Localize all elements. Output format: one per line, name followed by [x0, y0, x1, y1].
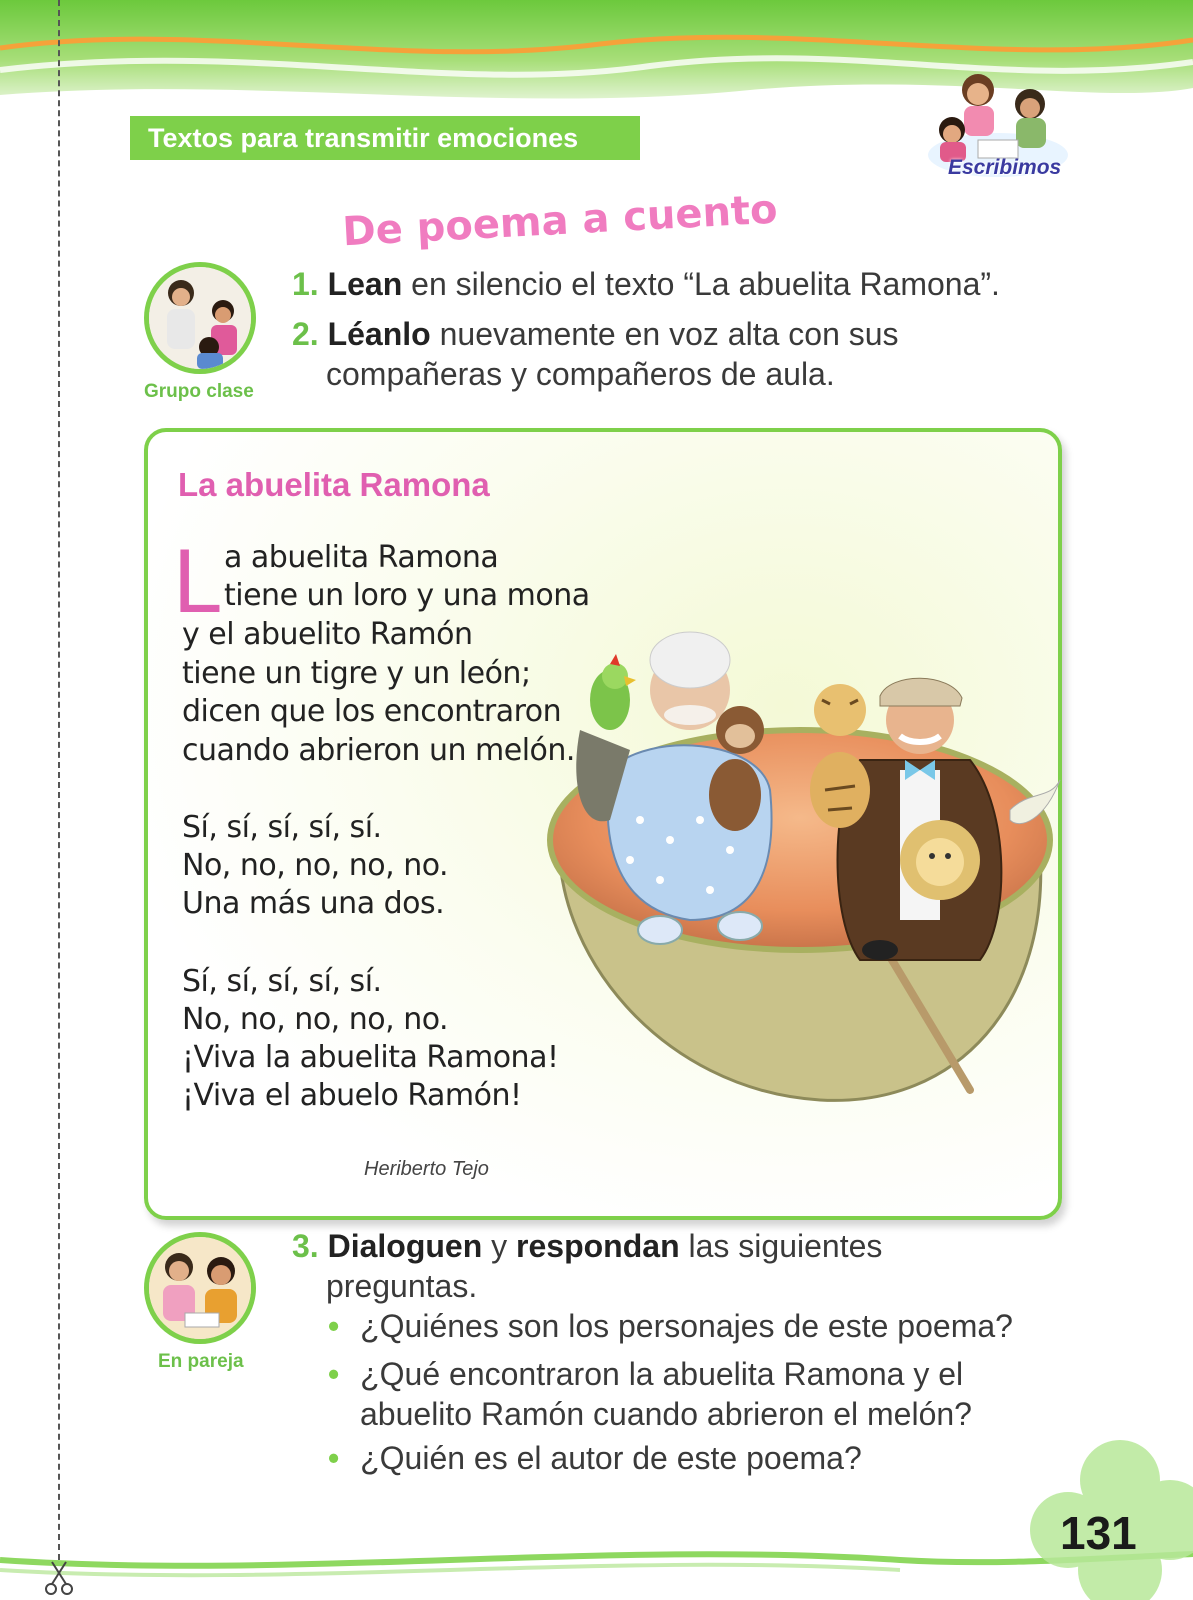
- poem-line: Sí, sí, sí, sí, sí.: [182, 964, 382, 999]
- step-verb: respondan: [516, 1228, 680, 1264]
- bullet: •: [328, 1440, 340, 1476]
- step-text: las siguientes: [679, 1228, 883, 1264]
- step-verb: Dialoguen: [327, 1228, 483, 1264]
- step-verb: Lean: [327, 266, 403, 302]
- poem-line: Una más una dos.: [182, 886, 445, 921]
- bullet: •: [328, 1308, 340, 1344]
- step-connector: y: [482, 1228, 517, 1264]
- badge-escribimos: Escribimos: [948, 156, 1062, 179]
- question-text: ¿Qué encontraron la abuelita Ramona y el: [360, 1356, 964, 1392]
- grandparents-on-melon-illustration: [540, 620, 1080, 1120]
- poem-line: tiene un loro y una mona: [224, 578, 590, 613]
- poem-line: No, no, no, no, no.: [182, 848, 449, 883]
- question-text: ¿Quién es el autor de este poema?: [360, 1440, 862, 1476]
- poem-line: y el abuelito Ramón: [182, 617, 473, 652]
- poem-dropcap: L: [172, 533, 220, 633]
- instruction-1: [292, 264, 1000, 304]
- step-number: 3.: [292, 1228, 319, 1264]
- instruction-2: [292, 314, 899, 354]
- cut-dashed-line: [58, 0, 60, 1560]
- step-number: 1.: [292, 266, 319, 302]
- poem-title: La abuelita Ramona: [178, 466, 490, 503]
- poem-line: No, no, no, no, no.: [182, 1002, 449, 1037]
- step-text: en silencio el texto “La abuelita Ramona”.: [402, 266, 1000, 302]
- poem-line: tiene un tigre y un león;: [182, 656, 531, 691]
- group-class-label: Grupo clase: [144, 381, 254, 402]
- step-number: 2.: [292, 316, 319, 352]
- question-item-continued: abuelito Ramón cuando abrieron el melón?: [360, 1396, 972, 1432]
- question-text: ¿Quiénes son los personajes de este poema?: [360, 1308, 1013, 1344]
- poem-line: ¡Viva la abuelita Ramona!: [182, 1040, 559, 1075]
- instruction-3: [292, 1226, 882, 1266]
- instruction-3-continued: preguntas.: [326, 1268, 478, 1304]
- bullet: •: [328, 1356, 340, 1392]
- step-verb: Léanlo: [327, 316, 431, 352]
- page-number: 131: [1060, 1507, 1137, 1559]
- poem-line: ¡Viva el abuelo Ramón!: [182, 1078, 522, 1113]
- question-item: [328, 1438, 862, 1478]
- pair-work-icon: [144, 1232, 256, 1344]
- page-title: [330, 186, 790, 256]
- poem-line: Sí, sí, sí, sí, sí.: [182, 810, 382, 845]
- page-title-text: De poema a cuento: [341, 186, 779, 256]
- pair-work-label: En pareja: [158, 1351, 244, 1372]
- section-banner: Textos para transmitir emociones: [130, 116, 640, 160]
- question-item: [328, 1354, 963, 1394]
- poem-line: a abuelita Ramona: [224, 540, 499, 575]
- step-text: nuevamente en voz alta con sus: [430, 316, 899, 352]
- group-class-icon: [144, 262, 256, 374]
- question-item: [328, 1306, 1013, 1346]
- poem-line: cuando abrieron un melón.: [182, 733, 575, 768]
- poem-author: Heriberto Tejo: [364, 1158, 489, 1180]
- scissors-icon: [44, 1560, 74, 1596]
- instruction-2-continued: compañeras y compañeros de aula.: [326, 356, 835, 392]
- poem-line: dicen que los encontraron: [182, 694, 562, 729]
